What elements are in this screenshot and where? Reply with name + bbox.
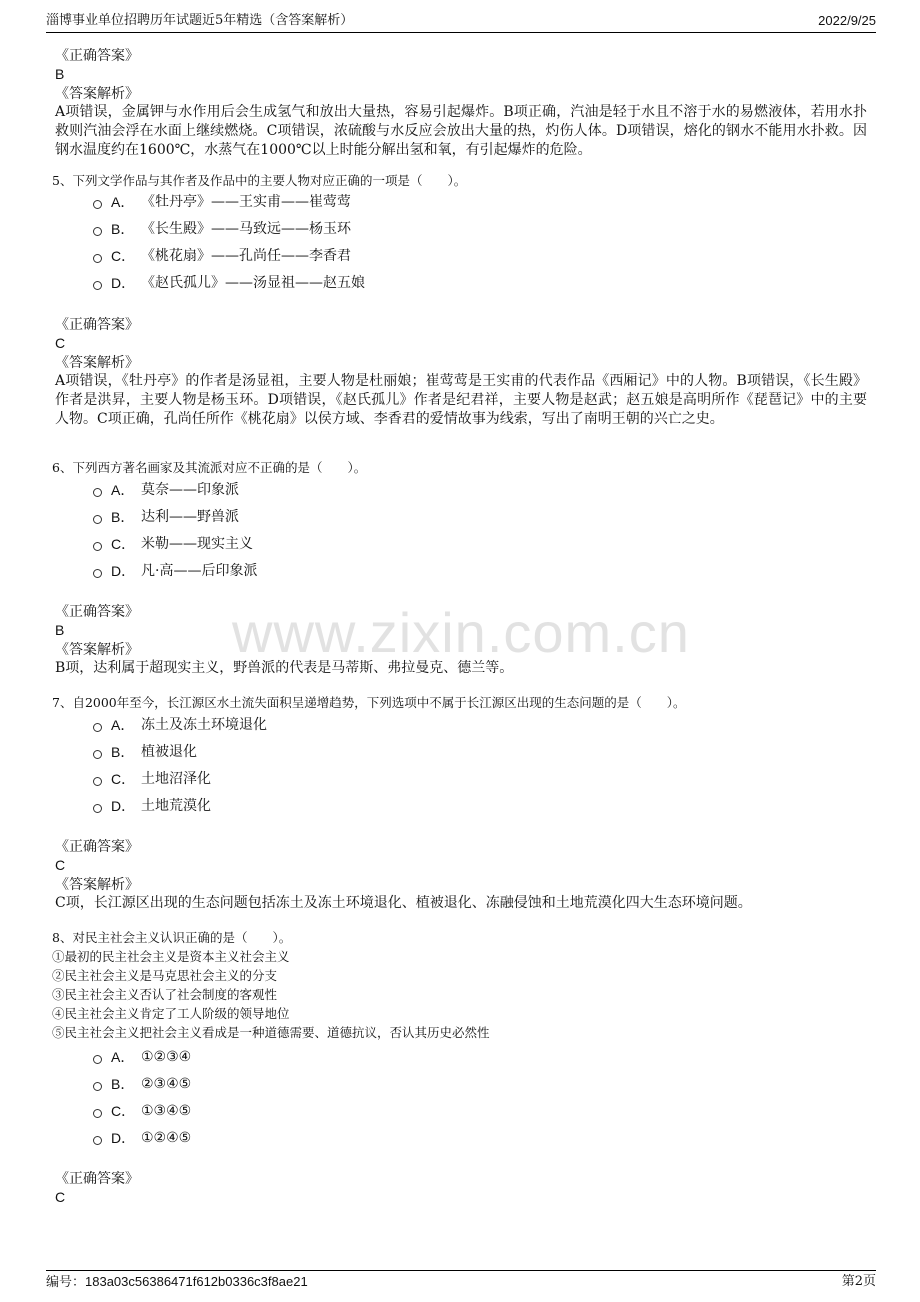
radio-icon[interactable] (93, 1136, 102, 1145)
correct-answer-label: 《正确答案》 (55, 604, 139, 620)
correct-answer-label: 《正确答案》 (55, 317, 139, 333)
q7-option-a[interactable]: A． 冻土及冻土环境退化 (93, 715, 267, 735)
q7-option-d[interactable]: D． 土地荒漠化 (93, 796, 211, 816)
q8-statement-5: ⑤民主社会主义把社会主义看成是一种道德需要、道德抗议，否认其历史必然性 (52, 1025, 490, 1040)
correct-answer-label: 《正确答案》 (55, 1171, 139, 1187)
radio-icon[interactable] (93, 488, 102, 497)
q8-statement-3: ③民主社会主义否认了社会制度的客观性 (52, 987, 278, 1002)
correct-answer-label: 《正确答案》 (55, 839, 139, 855)
q5-option-b[interactable]: B． 《长生殿》——马致远——杨玉环 (93, 219, 351, 239)
radio-icon[interactable] (93, 1109, 102, 1118)
q5-option-d[interactable]: D． 《赵氏孤儿》——汤显祖——赵五娘 (93, 273, 365, 293)
q6-option-c[interactable]: C． 米勒——现实主义 (93, 534, 253, 554)
page-number: 第2页 (841, 1274, 876, 1289)
q8-option-b[interactable]: B． ②③④⑤ (93, 1074, 191, 1094)
radio-icon[interactable] (93, 750, 102, 759)
q8-answer: C (55, 1189, 66, 1205)
explanation-label: 《答案解析》 (55, 877, 139, 893)
document-date: 2022/9/25 (818, 13, 876, 28)
q4-answer: B (55, 66, 65, 82)
radio-icon[interactable] (93, 569, 102, 578)
q8-statement-4: ④民主社会主义肯定了工人阶级的领导地位 (52, 1006, 290, 1021)
radio-icon[interactable] (93, 542, 102, 551)
q5-option-c[interactable]: C． 《桃花扇》——孔尚任——李香君 (93, 246, 351, 266)
document-title: 淄博事业单位招聘历年试题近5年精选（含答案解析） (46, 13, 354, 28)
radio-icon[interactable] (93, 281, 102, 290)
q6-explanation: B项，达利属于超现实主义，野兽派的代表是马蒂斯、弗拉曼克、德兰等。 (55, 660, 514, 676)
q7-option-b[interactable]: B． 植被退化 (93, 742, 197, 762)
q8-option-c[interactable]: C． ①③④⑤ (93, 1101, 191, 1121)
explanation-label: 《答案解析》 (55, 355, 139, 371)
radio-icon[interactable] (93, 200, 102, 209)
q7-explanation: C项，长江源区出现的生态问题包括冻土及冻土环境退化、植被退化、冻融侵蚀和土地荒漠化四大生态环境问题。 (55, 895, 752, 911)
radio-icon[interactable] (93, 1082, 102, 1091)
watermark: www.zixin.com.cn (232, 601, 690, 664)
q6-question: 6、下列西方著名画家及其流派对应不正确的是（ ）。 (52, 460, 367, 475)
radio-icon[interactable] (93, 227, 102, 236)
q5-option-a[interactable]: A． 《牡丹亭》——王实甫——崔莺莺 (93, 192, 351, 212)
explanation-label: 《答案解析》 (55, 86, 139, 102)
q6-answer: B (55, 622, 65, 638)
radio-icon[interactable] (93, 515, 102, 524)
q5-answer: C (55, 335, 66, 351)
explanation-label: 《答案解析》 (55, 642, 139, 658)
radio-icon[interactable] (93, 1055, 102, 1064)
radio-icon[interactable] (93, 777, 102, 786)
q4-explanation: A项错误，金属钾与水作用后会生成氢气和放出大量热，容易引起爆炸。B项正确，汽油是轻于水且不溶于水的易燃液体，若用水扑救则汽油会浮在水面上继续燃烧。C项错误，浓硫酸与水反应会放出大量的热，灼伤人体。D项错误，熔化的钢水不能用水扑救。因钢水温度约在1600℃，水蒸气在1000℃以上时能分解出氢和氧，有引起爆炸的危险。 (55, 104, 867, 158)
radio-icon[interactable] (93, 723, 102, 732)
q7-option-c[interactable]: C． 土地沼泽化 (93, 769, 211, 789)
page-footer (46, 1270, 876, 1291)
q7-answer: C (55, 857, 66, 873)
page-header (46, 12, 876, 33)
q8-question: 8、对民主社会主义认识正确的是（ ）。 (52, 930, 292, 945)
radio-icon[interactable] (93, 254, 102, 263)
q5-explanation: A项错误，《牡丹亭》的作者是汤显祖，主要人物是杜丽娘；崔莺莺是王实甫的代表作品《西厢记》中的人物。B项错误，《长生殿》作者是洪昇，主要人物是杨玉环。D项错误，《赵氏孤儿》作者是纪君祥，主要人物是赵武；赵五娘是高明所作《琵琶记》中的主要人物。C项正确，孔尚任所作《桃花扇》以侯方域、李香君的爱情故事为线索，写出了南明王朝的兴亡之史。 (55, 373, 867, 427)
q6-option-a[interactable]: A． 莫奈——印象派 (93, 480, 239, 500)
q7-question: 7、自2000年至今，长江源区水土流失面积呈递增趋势，下列选项中不属于长江源区出现的生态问题的是（ ）。 (52, 695, 686, 710)
q8-statement-2: ②民主社会主义是马克思社会主义的分支 (52, 968, 278, 983)
q6-option-d[interactable]: D． 凡·高——后印象派 (93, 561, 257, 581)
q8-option-a[interactable]: A． ①②③④ (93, 1047, 191, 1067)
correct-answer-label: 《正确答案》 (55, 48, 139, 64)
q8-option-d[interactable]: D． ①②④⑤ (93, 1128, 191, 1148)
q6-option-b[interactable]: B． 达利——野兽派 (93, 507, 239, 527)
q5-question: 5、下列文学作品与其作者及作品中的主要人物对应正确的一项是（ ）。 (52, 173, 467, 188)
radio-icon[interactable] (93, 804, 102, 813)
q8-statement-1: ①最初的民主社会主义是资本主义社会主义 (52, 949, 290, 964)
document-code: 编号：183a03c56386471f612b0336c3f8ae21 (46, 1274, 308, 1290)
